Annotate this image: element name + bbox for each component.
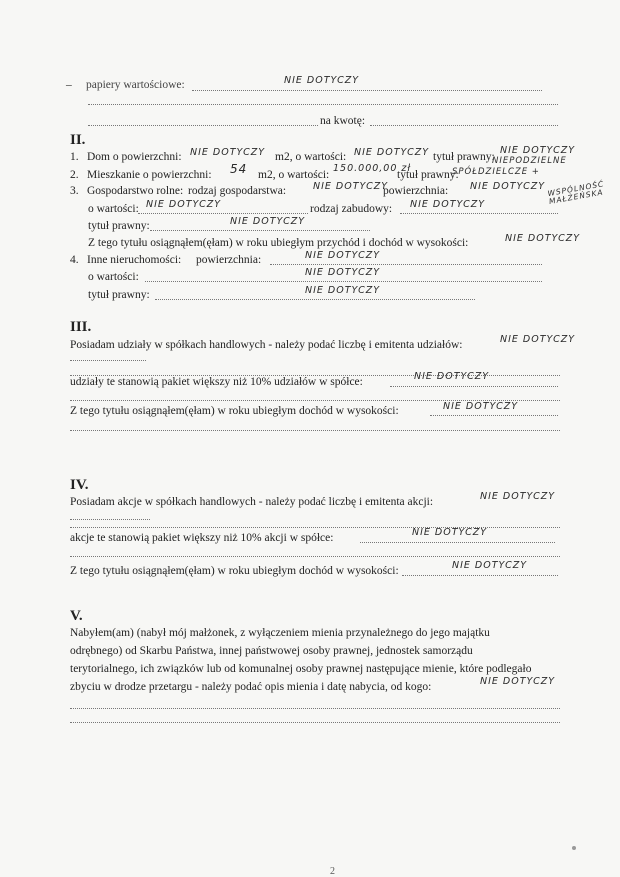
fill-line [402, 575, 558, 576]
fill-line [150, 230, 370, 231]
section-heading-v: V. [70, 608, 83, 624]
wartosc-value: NIE DOTYCZY [146, 199, 222, 210]
rodzaj-gospodarstwa-value: NIE DOTYCZY [313, 181, 389, 192]
fill-line [370, 125, 558, 126]
papiery-value: NIE DOTYCZY [284, 75, 360, 86]
rodzaj-zabudowy-label: rodzaj zabudowy: [310, 203, 393, 215]
rodzaj-zabudowy-value: NIE DOTYCZY [410, 199, 486, 210]
na-kwote-label: na kwotę: [320, 115, 366, 127]
dom-value-label: m2, o wartości: [275, 151, 347, 163]
nabylem-value: NIE DOTYCZY [480, 676, 556, 687]
fill-line [70, 430, 560, 431]
mieszkanie-title-label: tytuł prawny: [397, 169, 459, 181]
akcje-dochod-label: Z tego tytułu osiągnąłem(ęłam) w roku ubiegłym dochód w wysokości: [70, 565, 399, 577]
inne-tytul-value: NIE DOTYCZY [305, 285, 381, 296]
fill-line [360, 542, 555, 543]
akcje-label: Posiadam akcje w spółkach handlowych - należy podać liczbę i emitenta akcji: [70, 496, 434, 508]
udzialy-dochod-value: NIE DOTYCZY [443, 401, 519, 412]
section-heading-ii: II. [70, 132, 86, 148]
fill-line [88, 104, 558, 105]
dom-area-value: NIE DOTYCZY [190, 147, 266, 158]
inne-tytul-label: tytuł prawny: [88, 289, 150, 301]
tytul-prawny-value: NIE DOTYCZY [230, 216, 306, 227]
akcje-value: NIE DOTYCZY [480, 491, 556, 502]
akcje-pakiet-value: NIE DOTYCZY [412, 527, 488, 538]
przychod-label: Z tego tytułu osiągnąłem(ęłam) w roku ubiegłym przychód i dochód w wysokości: [88, 237, 469, 249]
dom-label: Dom o powierzchni: [87, 151, 182, 163]
akcje-pakiet-label: akcje te stanowią pakiet większy niż 10% akcji w spółce: [70, 532, 334, 544]
dom-title-label: tytuł prawny: [433, 151, 495, 163]
fill-line [70, 556, 560, 557]
dom-value: NIE DOTYCZY [354, 147, 430, 158]
mieszkanie-title-value-3: WSPÓLNOŚĆ MAŁŻEŃSKA [546, 179, 605, 207]
fill-line [145, 281, 542, 282]
item-number: 3. [70, 185, 79, 197]
inne-wartosc-label: o wartości: [88, 271, 139, 283]
tytul-prawny-label: tytuł prawny: [88, 220, 150, 232]
udzialy-pakiet-label: udziały te stanowią pakiet większy niż 10% udziałów w spółce: [70, 376, 363, 388]
inne-label: Inne nieruchomości: [87, 254, 182, 266]
fill-line [430, 415, 558, 416]
udzialy-value: NIE DOTYCZY [500, 334, 576, 345]
mieszkanie-title-value-1: NIEPODZIELNE [492, 156, 567, 166]
inne-wartosc-value: NIE DOTYCZY [305, 267, 381, 278]
dom-title-value: NIE DOTYCZY [500, 145, 576, 156]
rodzaj-gospodarstwa-label: rodzaj gospodarstwa: [188, 185, 287, 197]
fill-line [70, 519, 150, 520]
fill-line [270, 264, 542, 265]
mieszkanie-title-value-2: SPÓŁDZIELCZE + [452, 167, 540, 177]
powierzchnia-value: NIE DOTYCZY [470, 181, 546, 192]
przychod-value: NIE DOTYCZY [505, 233, 581, 244]
akcje-dochod-value: NIE DOTYCZY [452, 560, 528, 571]
fill-line [400, 213, 558, 214]
wartosc-label: o wartości: [88, 203, 139, 215]
fill-line [88, 125, 318, 126]
papiery-label: papiery wartościowe: [86, 79, 185, 91]
powierzchnia-label: powierzchnia: [383, 185, 449, 197]
papiery-line [192, 90, 542, 91]
udzialy-dochod-label: Z tego tytułu osiągnąłem(ęłam) w roku ubiegłym dochód w wysokości: [70, 405, 399, 417]
fill-line [70, 360, 146, 361]
item-number: 1. [70, 151, 79, 163]
dash: – [66, 79, 72, 91]
mieszkanie-area-value: 54 [230, 162, 248, 176]
gospodarstwo-label: Gospodarstwo rolne: [87, 185, 184, 197]
section-heading-iv: IV. [70, 477, 89, 493]
inne-powierzchnia-value: NIE DOTYCZY [305, 250, 381, 261]
item-number: 4. [70, 254, 79, 266]
item-number: 2. [70, 169, 79, 181]
nabylem-text-4: zbyciu w drodze przetargu - należy podać opis mienia i datę nabycia, od kogo: [70, 681, 432, 693]
fill-line [138, 213, 308, 214]
udzialy-label: Posiadam udziały w spółkach handlowych - należy podać liczbę i emitenta udziałów: [70, 339, 463, 351]
udzialy-pakiet-value: NIE DOTYCZY [414, 371, 490, 382]
scan-speck [572, 846, 576, 850]
fill-line [70, 722, 560, 723]
fill-line [70, 708, 560, 709]
nabylem-text-1: Nabyłem(am) (nabył mój małżonek, z wyłączeniem mienia przynależnego do jego majątku [70, 627, 490, 639]
section-heading-iii: III. [70, 319, 92, 335]
nabylem-text-2: odrębnego) od Skarbu Państwa, innej państwowej osoby prawnej, jednostek samorządu [70, 645, 473, 657]
page-number: 2 [330, 866, 335, 877]
mieszkanie-value-label: m2, o wartości: [258, 169, 330, 181]
fill-line [155, 299, 475, 300]
mieszkanie-value: 150.000,00 zł [333, 163, 412, 174]
fill-line [390, 386, 558, 387]
nabylem-text-3: terytorialnego, ich związków lub od komunalnej osoby prawnej następujące mienie, które podlegało [70, 663, 532, 675]
inne-powierzchnia-label: powierzchnia: [196, 254, 262, 266]
mieszkanie-label: Mieszkanie o powierzchni: [87, 169, 212, 181]
